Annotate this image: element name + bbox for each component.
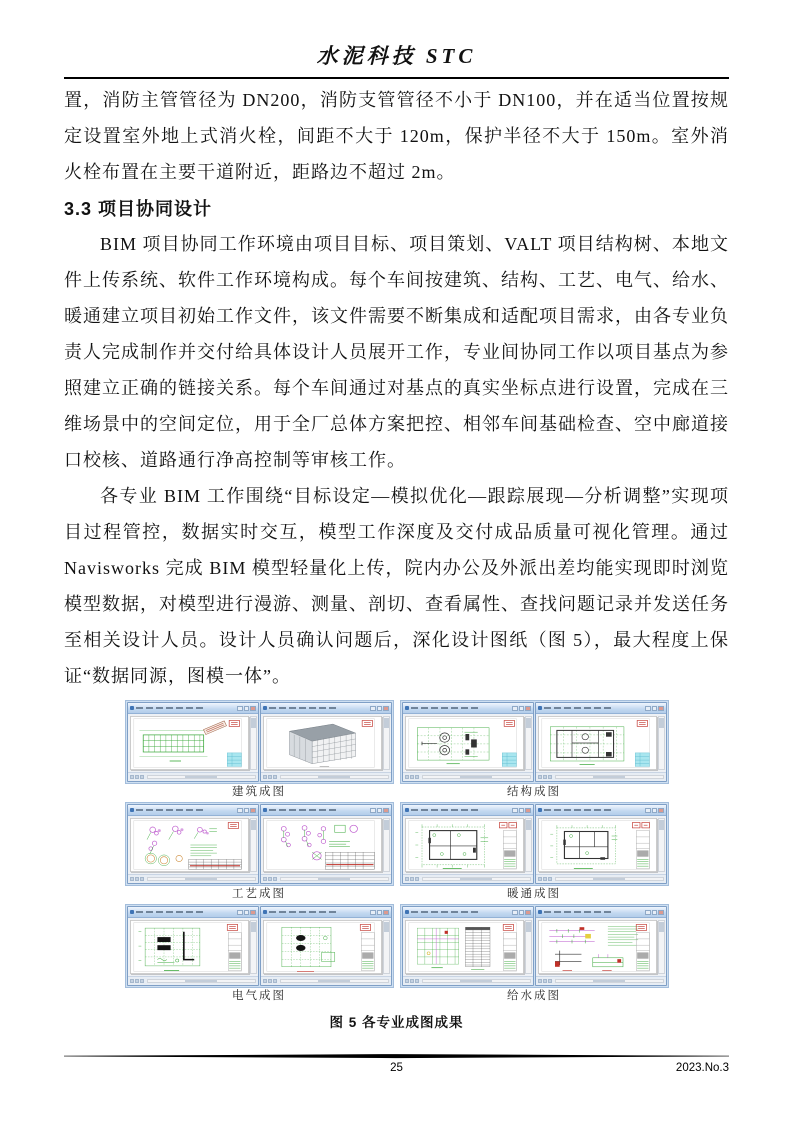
- window-pair: [400, 700, 669, 784]
- horizontal-scrollbar: [555, 775, 664, 779]
- layout-tab-button: [263, 775, 267, 779]
- cad-window-title: [136, 707, 205, 710]
- horizontal-scrollbar: [422, 877, 531, 881]
- cad-window-title: [136, 809, 205, 812]
- window-controls: [370, 706, 389, 711]
- layout-tab-button: [548, 877, 552, 881]
- layout-tab-button: [263, 979, 267, 983]
- cad-window-title: [136, 911, 205, 914]
- vertical-scrollbar: [250, 818, 257, 872]
- scrollbar-thumb: [460, 980, 492, 982]
- window-pair: [125, 904, 394, 988]
- layout-tab-button: [538, 877, 542, 881]
- scrollbar-thumb: [526, 922, 531, 932]
- layout-tab-button: [405, 979, 409, 983]
- cad-window-titlebar: [128, 805, 258, 816]
- cad-group: [125, 904, 394, 1003]
- minimize-icon: [237, 706, 243, 711]
- group-caption: 结构成图: [507, 786, 561, 798]
- close-icon: [250, 808, 256, 813]
- horizontal-scrollbar: [280, 775, 389, 779]
- horizontal-scrollbar: [280, 877, 389, 881]
- group-caption: 暖通成图: [507, 888, 561, 900]
- close-icon: [383, 910, 389, 915]
- scrollbar-thumb: [251, 922, 256, 932]
- layout-tab-button: [263, 877, 267, 881]
- cad-window-title: [544, 911, 613, 914]
- layout-tab-button: [415, 979, 419, 983]
- footer-row: [64, 1062, 729, 1078]
- close-icon: [525, 910, 531, 915]
- vertical-scrollbar: [383, 920, 390, 974]
- vertical-scrollbar: [525, 920, 532, 974]
- paragraph-bim-environment: BIM 项目协同工作环境由项目目标、项目策划、VALT 项目结构树、本地文件上传系统、软件工作环境构成。每个车间按建筑、结构、工艺、电气、给水、暖通建立项目初始工作文件，该文件需要不断集成和适配项目需求，由各专业负责人完成制作并交付给具体设计人员展开工作，专业间协同工作以项目基点为参照建立正确的链接关系。每个车间通过对基点的真实坐标点进行设置，完成在三维场景中的空间定位，用于全厂总体方案把控、相邻车间基础检查、空中廊道接口校核、道路通行净高控制等审核工作。: [64, 234, 729, 470]
- vertical-scrollbar: [525, 818, 532, 872]
- drawing-paper: [263, 818, 382, 872]
- minimize-icon: [237, 808, 243, 813]
- cad-canvas: [128, 714, 258, 772]
- cad-app-icon: [405, 706, 409, 710]
- figure-5: [64, 700, 729, 1031]
- minimize-icon: [237, 910, 243, 915]
- layout-tab-button: [130, 775, 134, 779]
- drawing-paper: [538, 716, 657, 770]
- drawing-paper: [130, 716, 249, 770]
- window-controls: [645, 910, 664, 915]
- cad-statusbar: [536, 772, 666, 781]
- layout-tab-button: [543, 979, 547, 983]
- header-rule: [64, 77, 729, 79]
- cad-window-titlebar: [536, 805, 666, 816]
- window-pair: [400, 802, 669, 886]
- close-icon: [658, 910, 664, 915]
- vertical-scrollbar: [383, 716, 390, 770]
- cad-app-icon: [405, 910, 409, 914]
- maximize-icon: [519, 910, 525, 915]
- cad-drawing-process-a: [130, 818, 249, 872]
- scrollbar-thumb: [251, 820, 256, 830]
- cad-app-icon: [538, 910, 542, 914]
- cad-canvas: [536, 816, 666, 874]
- drawing-paper: [263, 716, 382, 770]
- cad-statusbar: [403, 976, 533, 985]
- layout-tab-button: [130, 979, 134, 983]
- close-icon: [525, 706, 531, 711]
- drawing-paper: [130, 818, 249, 872]
- cad-window-title: [544, 707, 613, 710]
- section-heading: 3.3 项目协同设计: [64, 199, 213, 219]
- drawing-paper: [130, 920, 249, 974]
- cad-window-title: [411, 809, 480, 812]
- horizontal-scrollbar: [422, 775, 531, 779]
- scrollbar-thumb: [318, 980, 350, 982]
- cad-group: [125, 700, 394, 799]
- scrollbar-thumb: [185, 878, 217, 880]
- layout-tab-button: [135, 775, 139, 779]
- cad-window-titlebar: [261, 805, 391, 816]
- drawing-paper: [538, 920, 657, 974]
- cad-app-icon: [263, 808, 267, 812]
- drawing-paper: [405, 920, 524, 974]
- cad-drawing-water-a: [405, 920, 524, 974]
- maximize-icon: [244, 808, 250, 813]
- window-controls: [237, 910, 256, 915]
- cad-window-titlebar: [128, 907, 258, 918]
- cad-window-water-b: [535, 906, 667, 986]
- maximize-icon: [377, 910, 383, 915]
- layout-tab-button: [405, 775, 409, 779]
- layout-tab-button: [273, 775, 277, 779]
- cad-app-icon: [130, 706, 134, 710]
- maximize-icon: [519, 808, 525, 813]
- page-footer: [64, 1053, 729, 1078]
- cad-group: [400, 700, 669, 799]
- maximize-icon: [244, 910, 250, 915]
- minimize-icon: [645, 910, 651, 915]
- drawing-paper: [538, 818, 657, 872]
- cad-group: [400, 904, 669, 1003]
- minimize-icon: [512, 808, 518, 813]
- layout-tab-button: [415, 877, 419, 881]
- drawing-paper: [405, 716, 524, 770]
- maximize-icon: [652, 706, 658, 711]
- cad-drawing-elec-a: [130, 920, 249, 974]
- cad-window-arch-3d: [260, 702, 392, 782]
- minimize-icon: [370, 706, 376, 711]
- paragraph-fire-protection: 置，消防主管管径为 DN200，消防支管管径不小于 DN100，并在适当位置按规定设置室外地上式消火栓，间距不大于 120m，保护半径不大于 150m。室外消火栓布置在主要干道附近，距路边不超过 2m。: [64, 90, 729, 182]
- cad-statusbar: [403, 874, 533, 883]
- cad-canvas: [128, 816, 258, 874]
- maximize-icon: [377, 706, 383, 711]
- scrollbar-thumb: [318, 776, 350, 778]
- layout-tab-button: [405, 877, 409, 881]
- cad-drawing-hvac-b: [538, 818, 657, 872]
- scrollbar-thumb: [460, 878, 492, 880]
- scrollbar-thumb: [384, 718, 389, 728]
- layout-tab-button: [543, 775, 547, 779]
- cad-app-icon: [130, 910, 134, 914]
- page-content: [0, 40, 793, 1031]
- cad-group: [400, 802, 669, 901]
- cad-window-process-b: [260, 804, 392, 884]
- scrollbar-thumb: [593, 980, 625, 982]
- cad-drawing-struct-b: [538, 716, 657, 770]
- cad-window-hvac-b: [535, 804, 667, 884]
- cad-window-title: [411, 707, 480, 710]
- cad-window-title: [544, 809, 613, 812]
- cad-window-hvac-a: [402, 804, 534, 884]
- layout-tab-button: [543, 877, 547, 881]
- cad-window-title: [269, 911, 338, 914]
- cad-window-title: [411, 911, 480, 914]
- scrollbar-thumb: [593, 878, 625, 880]
- cad-statusbar: [403, 772, 533, 781]
- cad-statusbar: [128, 976, 258, 985]
- window-pair: [125, 700, 394, 784]
- page-number: 25: [390, 1062, 403, 1074]
- scrollbar-thumb: [185, 776, 217, 778]
- cad-canvas: [261, 816, 391, 874]
- cad-window-elec-b: [260, 906, 392, 986]
- scrollbar-thumb: [593, 776, 625, 778]
- vertical-scrollbar: [250, 920, 257, 974]
- cad-group: [125, 802, 394, 901]
- scrollbar-thumb: [318, 878, 350, 880]
- layout-tab-button: [548, 979, 552, 983]
- cad-window-titlebar: [128, 703, 258, 714]
- horizontal-scrollbar: [555, 979, 664, 983]
- cad-drawing-struct-a: [405, 716, 524, 770]
- window-controls: [512, 706, 531, 711]
- cad-canvas: [261, 714, 391, 772]
- vertical-scrollbar: [383, 818, 390, 872]
- cad-app-icon: [130, 808, 134, 812]
- figure-grid: [64, 700, 729, 1003]
- cad-canvas: [261, 918, 391, 976]
- horizontal-scrollbar: [280, 979, 389, 983]
- cad-app-icon: [263, 706, 267, 710]
- cad-drawing-water-b: [538, 920, 657, 974]
- maximize-icon: [652, 808, 658, 813]
- footer-rule: [64, 1053, 729, 1059]
- layout-tab-button: [140, 979, 144, 983]
- close-icon: [658, 706, 664, 711]
- cad-window-titlebar: [403, 805, 533, 816]
- scrollbar-thumb: [526, 718, 531, 728]
- window-controls: [237, 706, 256, 711]
- layout-tab-button: [538, 979, 542, 983]
- cad-canvas: [536, 714, 666, 772]
- journal-title: 水泥科技 STC: [316, 44, 477, 68]
- cad-statusbar: [261, 772, 391, 781]
- horizontal-scrollbar: [422, 979, 531, 983]
- group-caption: 工艺成图: [232, 888, 286, 900]
- minimize-icon: [645, 706, 651, 711]
- cad-window-struct-b: [535, 702, 667, 782]
- horizontal-scrollbar: [147, 877, 256, 881]
- layout-tab-button: [268, 979, 272, 983]
- layout-tab-button: [135, 979, 139, 983]
- window-controls: [645, 808, 664, 813]
- cad-app-icon: [263, 910, 267, 914]
- drawing-paper: [405, 818, 524, 872]
- scrollbar-thumb: [659, 718, 664, 728]
- cad-canvas: [403, 714, 533, 772]
- close-icon: [250, 706, 256, 711]
- layout-tab-button: [410, 877, 414, 881]
- close-icon: [658, 808, 664, 813]
- scrollbar-thumb: [185, 980, 217, 982]
- cad-statusbar: [536, 976, 666, 985]
- cad-drawing-arch-3d: [263, 716, 382, 770]
- cad-statusbar: [261, 976, 391, 985]
- vertical-scrollbar: [525, 716, 532, 770]
- cad-drawing-elec-b: [263, 920, 382, 974]
- cad-drawing-process-b: [263, 818, 382, 872]
- maximize-icon: [244, 706, 250, 711]
- figure-caption: 图 5 各专业成图成果: [329, 1015, 464, 1030]
- cad-app-icon: [538, 706, 542, 710]
- window-controls: [370, 808, 389, 813]
- maximize-icon: [377, 808, 383, 813]
- cad-window-elec-a: [127, 906, 259, 986]
- close-icon: [250, 910, 256, 915]
- scrollbar-thumb: [460, 776, 492, 778]
- layout-tab-button: [410, 979, 414, 983]
- window-controls: [512, 910, 531, 915]
- minimize-icon: [645, 808, 651, 813]
- horizontal-scrollbar: [147, 775, 256, 779]
- window-controls: [645, 706, 664, 711]
- vertical-scrollbar: [250, 716, 257, 770]
- window-controls: [512, 808, 531, 813]
- close-icon: [383, 808, 389, 813]
- cad-window-title: [269, 707, 338, 710]
- horizontal-scrollbar: [147, 979, 256, 983]
- cad-canvas: [403, 918, 533, 976]
- cad-canvas: [403, 816, 533, 874]
- cad-app-icon: [405, 808, 409, 812]
- cad-window-titlebar: [261, 703, 391, 714]
- layout-tab-button: [135, 877, 139, 881]
- close-icon: [383, 706, 389, 711]
- layout-tab-button: [140, 877, 144, 881]
- layout-tab-button: [273, 877, 277, 881]
- layout-tab-button: [410, 775, 414, 779]
- cad-window-title: [269, 809, 338, 812]
- cad-window-titlebar: [536, 907, 666, 918]
- cad-app-icon: [538, 808, 542, 812]
- horizontal-scrollbar: [555, 877, 664, 881]
- paragraph-bim-workflow: 各专业 BIM 工作围绕“目标设定—模拟优化—跟踪展现—分析调整”实现项目过程管控，数据实时交互，模型工作深度及交付成品质量可视化管理。通过 Navisworks 完成 BIM 模型轻量化上传，院内办公及外派出差均能实现即时浏览模型数据，对模型进行漫游、测量、剖切、查看属性、查找问题记录并发送任务至相关设计人员。设计人员确认问题后，深化设计图纸（图 5），最大程度上保证“数据同源，图模一体”。: [64, 486, 729, 686]
- cad-window-process-a: [127, 804, 259, 884]
- minimize-icon: [370, 808, 376, 813]
- page-header: [64, 40, 729, 79]
- group-caption: 给水成图: [507, 990, 561, 1002]
- maximize-icon: [519, 706, 525, 711]
- drawing-paper: [263, 920, 382, 974]
- vertical-scrollbar: [658, 920, 665, 974]
- vertical-scrollbar: [658, 818, 665, 872]
- layout-tab-button: [130, 877, 134, 881]
- cad-canvas: [128, 918, 258, 976]
- minimize-icon: [512, 910, 518, 915]
- window-controls: [237, 808, 256, 813]
- scrollbar-thumb: [659, 820, 664, 830]
- scrollbar-thumb: [384, 922, 389, 932]
- footer-rule-shape: [64, 1053, 729, 1059]
- cad-window-titlebar: [403, 907, 533, 918]
- issue-label: 2023.No.3: [675, 1062, 729, 1074]
- cad-window-titlebar: [403, 703, 533, 714]
- scrollbar-thumb: [251, 718, 256, 728]
- window-controls: [370, 910, 389, 915]
- cad-statusbar: [128, 874, 258, 883]
- group-caption: 电气成图: [232, 990, 286, 1002]
- layout-tab-button: [268, 775, 272, 779]
- cad-drawing-hvac-a: [405, 818, 524, 872]
- cad-statusbar: [128, 772, 258, 781]
- group-caption: 建筑成图: [232, 786, 286, 798]
- maximize-icon: [652, 910, 658, 915]
- close-icon: [525, 808, 531, 813]
- cad-window-titlebar: [261, 907, 391, 918]
- cad-window-water-a: [402, 906, 534, 986]
- scrollbar-thumb: [526, 820, 531, 830]
- window-pair: [400, 904, 669, 988]
- layout-tab-button: [273, 979, 277, 983]
- cad-window-arch-plan: [127, 702, 259, 782]
- layout-tab-button: [538, 775, 542, 779]
- window-pair: [125, 802, 394, 886]
- cad-window-struct-a: [402, 702, 534, 782]
- layout-tab-button: [140, 775, 144, 779]
- scrollbar-thumb: [659, 922, 664, 932]
- scrollbar-thumb: [384, 820, 389, 830]
- cad-statusbar: [536, 874, 666, 883]
- cad-drawing-arch-plan: [130, 716, 249, 770]
- cad-statusbar: [261, 874, 391, 883]
- minimize-icon: [370, 910, 376, 915]
- cad-window-titlebar: [536, 703, 666, 714]
- layout-tab-button: [415, 775, 419, 779]
- layout-tab-button: [268, 877, 272, 881]
- cad-canvas: [536, 918, 666, 976]
- minimize-icon: [512, 706, 518, 711]
- vertical-scrollbar: [658, 716, 665, 770]
- layout-tab-button: [548, 775, 552, 779]
